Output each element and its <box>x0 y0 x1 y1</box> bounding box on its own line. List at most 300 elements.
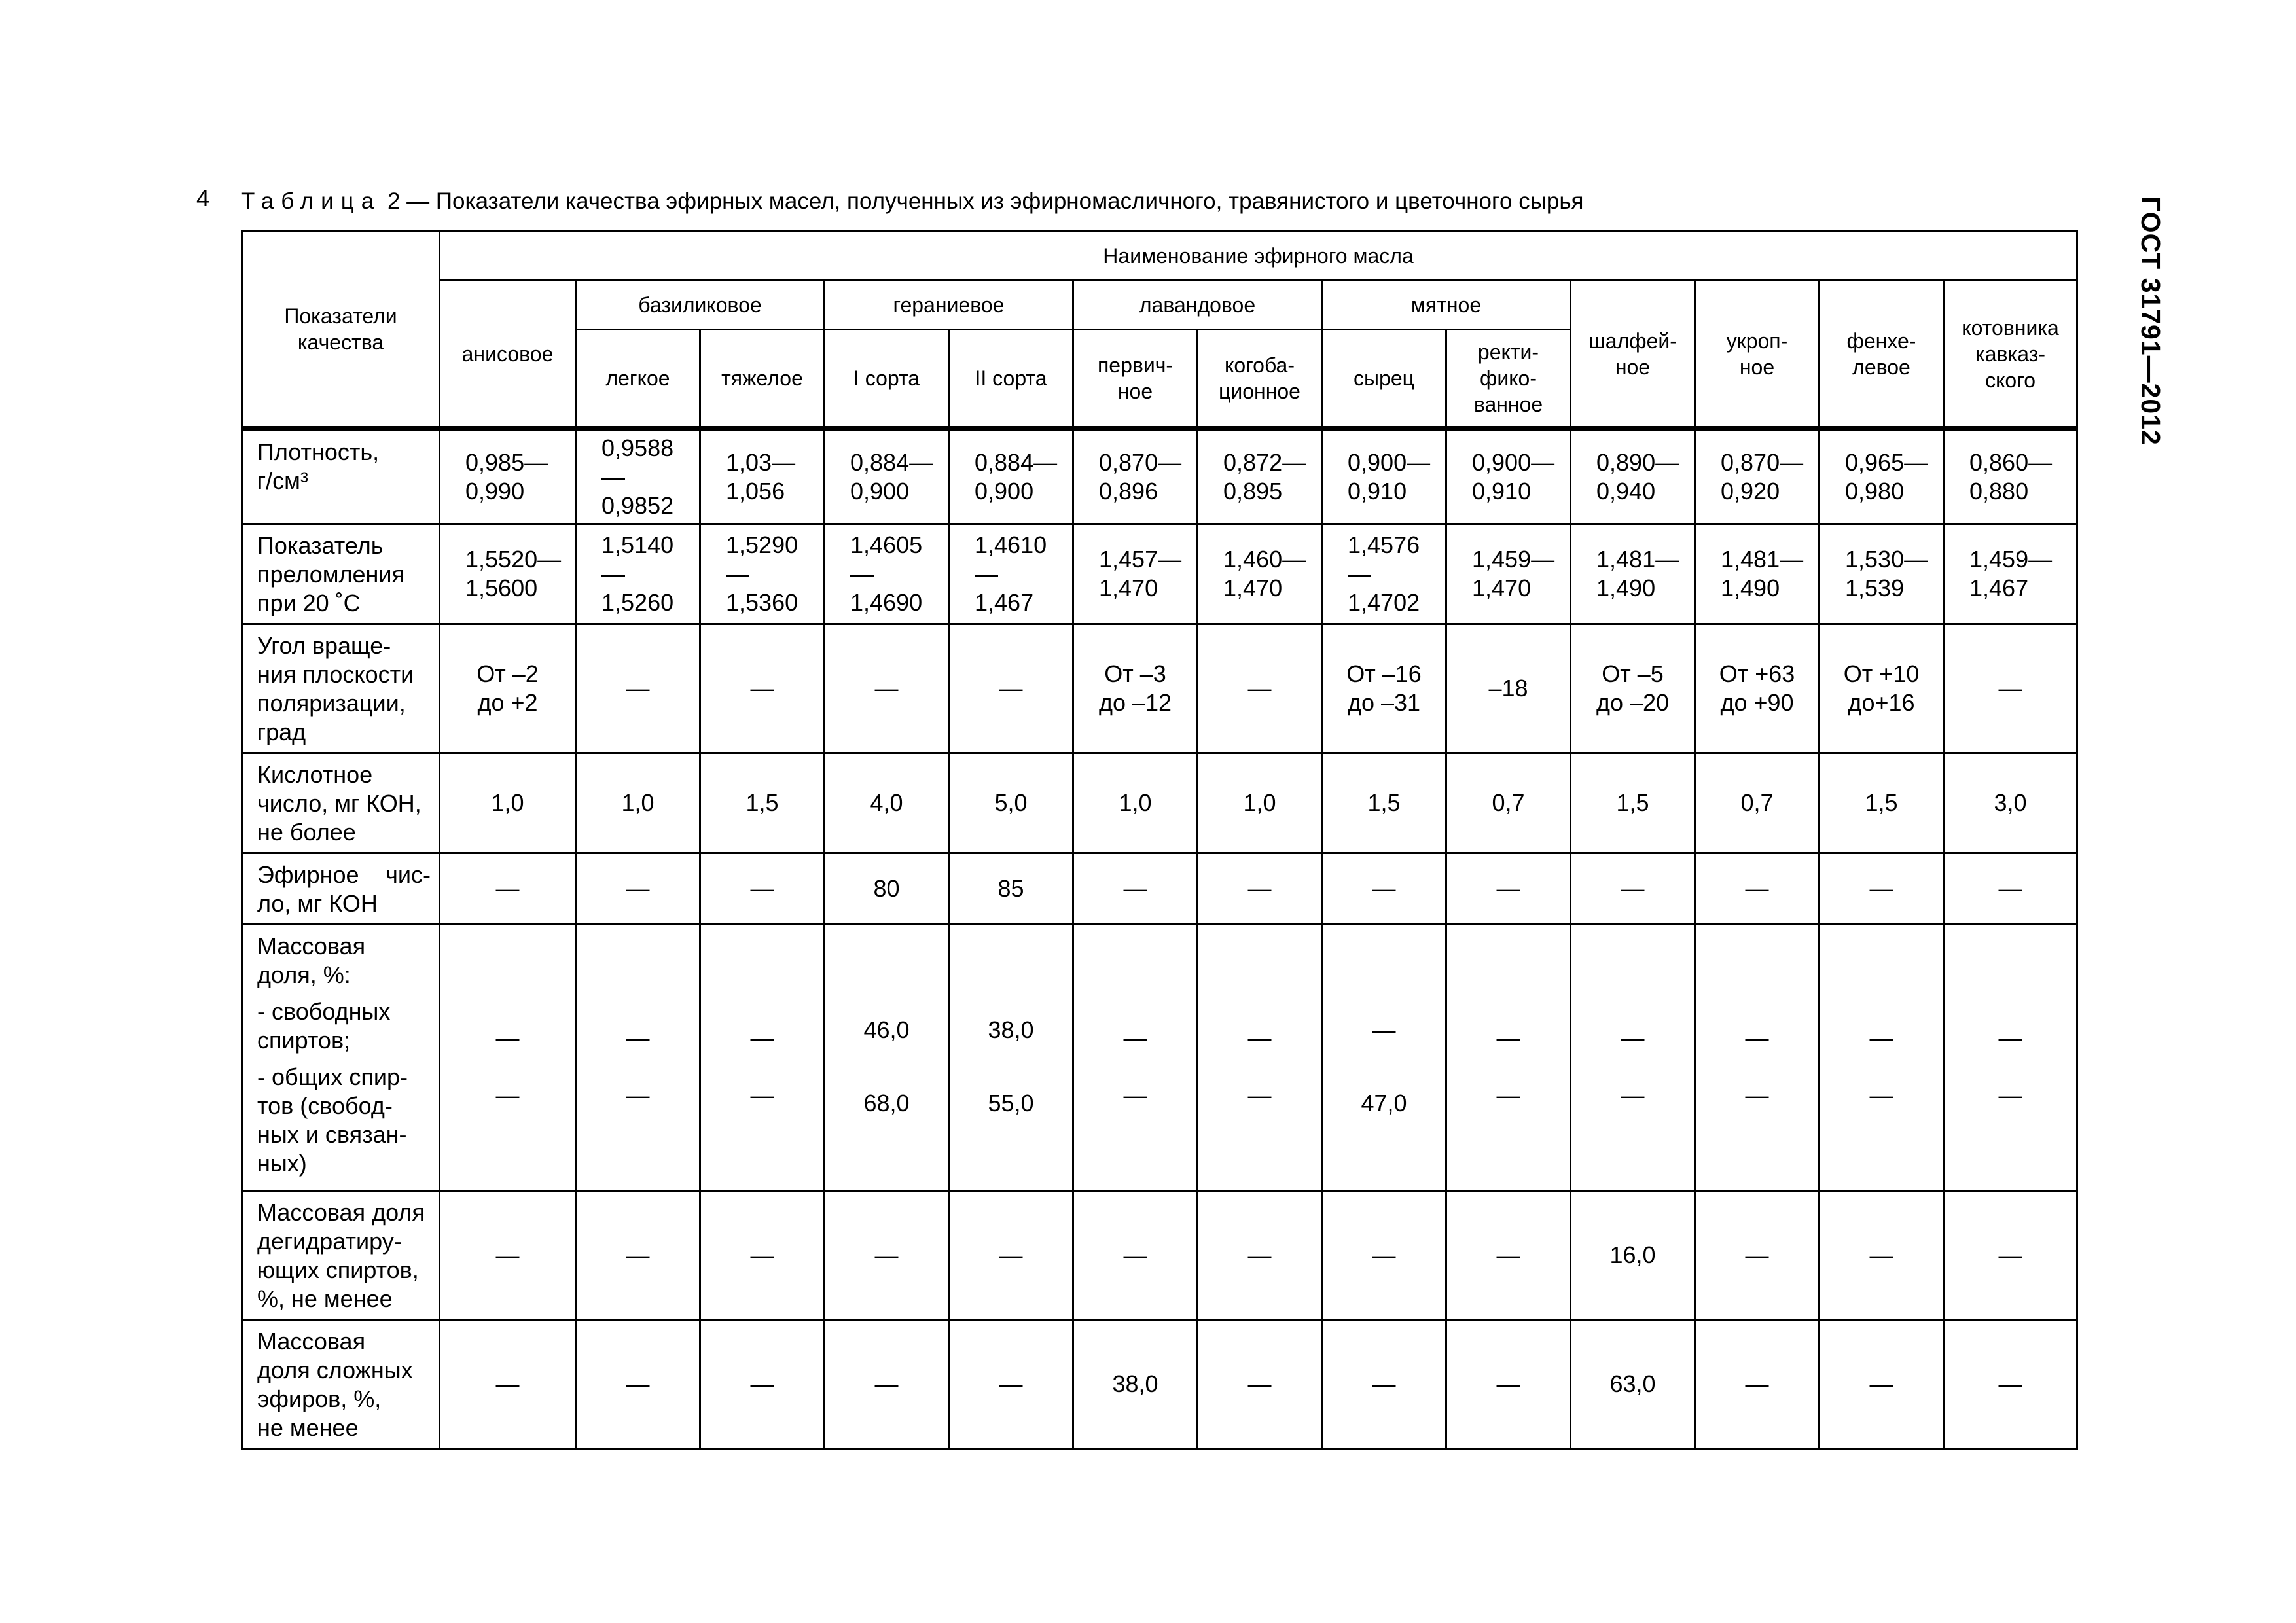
value-cell <box>949 925 1073 1191</box>
value-cell <box>1820 753 1944 853</box>
value-line: — <box>1247 1241 1272 1268</box>
value-line: — <box>1496 875 1520 902</box>
value-cell <box>440 524 576 624</box>
header-basil-heavy: тяжелое <box>700 330 825 429</box>
value-cell <box>700 753 825 853</box>
value-free: — <box>1496 1024 1520 1051</box>
value-line: — <box>999 1241 1023 1268</box>
row-label-line: доля, %: <box>257 961 351 988</box>
value-line: 0,884— <box>975 449 1058 476</box>
value-line: — <box>874 1370 899 1397</box>
value-cell <box>1198 853 1322 925</box>
value-line: 0,910 <box>1348 478 1407 505</box>
value-free: — <box>1247 1024 1272 1051</box>
value-cell <box>825 753 949 853</box>
header-line: ского <box>1985 368 2036 392</box>
value-line: — <box>495 875 520 902</box>
value-cell <box>1198 429 1322 524</box>
value-line: 1,470 <box>1099 575 1158 601</box>
value-line: 0,940 <box>1596 478 1656 505</box>
row-label-line: г/см³ <box>257 467 308 494</box>
table-row <box>242 753 2077 853</box>
value-line: 1,5290— <box>726 531 798 587</box>
value-cell <box>1322 624 1446 753</box>
header-lavand-1 <box>1073 330 1198 429</box>
header-line: ное <box>1117 380 1153 403</box>
value-cell <box>1322 753 1446 853</box>
header-myat-2 <box>1446 330 1571 429</box>
value-cell <box>1820 524 1944 624</box>
value-line: От +10 <box>1843 660 1920 687</box>
value-line: 1,03— <box>726 449 796 476</box>
table-row-mass <box>242 925 2077 1191</box>
value-free: — <box>1372 1016 1396 1043</box>
header-geran-1: I сорта <box>825 330 949 429</box>
value-total: — <box>1123 1082 1147 1109</box>
value-cell <box>1695 925 1820 1191</box>
value-line: 1,459— <box>1969 546 2053 573</box>
value-cell <box>1695 1320 1820 1449</box>
row-label-line: не более <box>257 819 356 846</box>
value-total: — <box>495 1082 520 1109</box>
value-total: — <box>1621 1082 1645 1109</box>
value-cell <box>949 1320 1073 1449</box>
value-line: 1,460— <box>1223 546 1306 573</box>
value-total: — <box>1745 1082 1769 1109</box>
value-line: 1,0 <box>1243 789 1276 816</box>
value-line: — <box>874 675 899 702</box>
value-cell <box>1944 925 2077 1191</box>
row-label <box>242 1320 440 1449</box>
header-line: фико- <box>1479 366 1537 390</box>
header-line: котовника кавказ- <box>1962 315 2059 366</box>
value-total: — <box>1998 1082 2022 1109</box>
value-free: — <box>1123 1024 1147 1051</box>
value-line: 1,5520— <box>465 546 562 573</box>
value-cell <box>1820 1320 1944 1449</box>
header-line: ванное <box>1473 393 1543 416</box>
value-free: — <box>495 1024 520 1051</box>
value-line: — <box>1998 1370 2022 1397</box>
value-cell <box>440 1191 576 1320</box>
value-line: От –16 <box>1346 660 1422 687</box>
value-line: 1,0 <box>491 789 524 816</box>
value-cell <box>1695 429 1820 524</box>
value-line: 1,0 <box>1119 789 1152 816</box>
value-cell <box>1073 429 1198 524</box>
value-line: — <box>1869 875 1893 902</box>
value-cell <box>1571 1191 1695 1320</box>
value-line: 1,481— <box>1721 546 1804 573</box>
value-line: 0,900— <box>1348 449 1431 476</box>
value-line: 0,895 <box>1223 478 1283 505</box>
value-cell <box>1695 524 1820 624</box>
value-line: –18 <box>1488 675 1528 702</box>
value-line: 1,5600 <box>465 575 538 601</box>
mass-spacer <box>831 928 942 993</box>
value-cell <box>825 624 949 753</box>
value-line: 3,0 <box>1994 789 2027 816</box>
value-cell <box>1820 429 1944 524</box>
value-line: — <box>1869 1241 1893 1268</box>
value-line: 1,481— <box>1596 546 1679 573</box>
value-cell <box>1571 1320 1695 1449</box>
value-line: — <box>1998 875 2022 902</box>
value-cell <box>1446 853 1571 925</box>
value-line: 1,539 <box>1845 575 1905 601</box>
row-label-line: Плотность, <box>257 438 380 465</box>
value-cell <box>700 524 825 624</box>
mass-spacer <box>446 936 569 1001</box>
value-free: — <box>1869 1024 1893 1051</box>
value-line: — <box>626 1241 650 1268</box>
value-cell <box>1944 429 2077 524</box>
value-cell <box>1944 1320 2077 1449</box>
value-free: — <box>1745 1024 1769 1051</box>
label-gap <box>257 990 431 997</box>
row-label-line: Массовая <box>257 1328 366 1355</box>
row-label-line: %, не менее <box>257 1285 393 1312</box>
value-cell <box>700 925 825 1191</box>
value-line: 0,910 <box>1472 478 1532 505</box>
value-cell <box>825 853 949 925</box>
value-line: до+16 <box>1848 689 1915 716</box>
row-label-line: Эфирное чис- <box>257 861 431 888</box>
row-label-line: число, мг КОН, <box>257 790 422 817</box>
table-row <box>242 524 2077 624</box>
value-line: до –20 <box>1596 689 1670 716</box>
value-cell <box>1198 753 1322 853</box>
value-line: до +90 <box>1720 689 1794 716</box>
header-line: первич- <box>1097 353 1174 377</box>
value-cell <box>1322 1191 1446 1320</box>
value-cell <box>1073 753 1198 853</box>
value-cell <box>440 429 576 524</box>
value-line: 1,467 <box>1969 575 2029 601</box>
value-cell <box>576 853 700 925</box>
label-gap <box>257 1055 431 1063</box>
mass-spacer <box>1328 928 1440 993</box>
header-indicators <box>242 232 440 429</box>
value-line: — <box>495 1370 520 1397</box>
value-cell <box>440 1320 576 1449</box>
value-free: — <box>750 1024 774 1051</box>
header-lavand-2 <box>1198 330 1322 429</box>
mass-spacer <box>1452 936 1564 1001</box>
row-label-line: Массовая доля <box>257 1199 425 1226</box>
value-line: — <box>626 675 650 702</box>
value-line: до –12 <box>1098 689 1172 716</box>
value-total: — <box>1869 1082 1893 1109</box>
value-line: 38,0 <box>1112 1370 1158 1397</box>
value-line: 1,490 <box>1596 575 1656 601</box>
value-line: — <box>874 1241 899 1268</box>
value-line: — <box>626 875 650 902</box>
value-free: — <box>1621 1024 1645 1051</box>
row-label-line: дегидратиру- <box>257 1228 402 1255</box>
row-label <box>242 925 440 1191</box>
value-line: 0,860— <box>1969 449 2053 476</box>
value-line: 5,0 <box>994 789 1028 816</box>
value-cell <box>949 1191 1073 1320</box>
row-label-line: ло, мг КОН <box>257 890 378 917</box>
value-cell <box>576 524 700 624</box>
value-line: 1,056 <box>726 478 785 505</box>
value-line: — <box>1745 1241 1769 1268</box>
value-cell <box>949 753 1073 853</box>
value-cell <box>825 524 949 624</box>
value-line: 85 <box>997 875 1024 902</box>
row-label-line: при 20 ˚С <box>257 590 361 616</box>
value-line: 0,7 <box>1740 789 1774 816</box>
mass-spacer <box>1701 936 1813 1001</box>
page-number: 4 <box>196 185 210 211</box>
row-label-line: спиртов; <box>257 1027 351 1054</box>
value-line: 1,4690 <box>850 589 923 616</box>
header-line: укроп- <box>1726 329 1788 353</box>
value-line: 1,4576— <box>1348 531 1420 587</box>
value-cell <box>949 624 1073 753</box>
table-row <box>242 1320 2077 1449</box>
value-line: — <box>1745 1370 1769 1397</box>
value-cell <box>576 753 700 853</box>
table-row <box>242 853 2077 925</box>
value-cell <box>1446 753 1571 853</box>
value-line: 0,9852 <box>601 492 674 519</box>
row-label-line: эфиров, %, <box>257 1385 382 1412</box>
value-total: 55,0 <box>988 1090 1034 1116</box>
value-line: — <box>1247 875 1272 902</box>
header-myat-1: сырец <box>1322 330 1446 429</box>
value-cell <box>700 1191 825 1320</box>
value-cell <box>700 1320 825 1449</box>
value-line: — <box>495 1241 520 1268</box>
value-line: — <box>999 1370 1023 1397</box>
value-line: — <box>1372 1241 1396 1268</box>
value-cell <box>1198 524 1322 624</box>
value-cell <box>1073 853 1198 925</box>
row-label-line: тов (свобод- <box>257 1092 393 1119</box>
row-label <box>242 1191 440 1320</box>
value-line: 1,470 <box>1472 575 1532 601</box>
value-cell <box>1446 524 1571 624</box>
value-line: — <box>1123 875 1147 902</box>
value-line: 1,5140— <box>601 531 674 587</box>
value-cell <box>1944 624 2077 753</box>
header-line: левое <box>1852 355 1910 379</box>
value-cell <box>1322 524 1446 624</box>
value-line: От –5 <box>1602 660 1664 687</box>
header-geran: гераниевое <box>825 281 1073 330</box>
value-line: 1,530— <box>1845 546 1928 573</box>
value-cell <box>1073 1191 1198 1320</box>
value-line: 1,5360 <box>726 589 798 616</box>
value-line: 0,870— <box>1721 449 1804 476</box>
header-ukrop <box>1695 281 1820 429</box>
value-cell <box>825 1191 949 1320</box>
value-cell <box>1820 925 1944 1191</box>
value-cell <box>1695 624 1820 753</box>
value-cell <box>1820 1191 1944 1320</box>
value-line: 1,4610— <box>975 531 1047 587</box>
header-line: Показатели <box>284 304 397 328</box>
value-free: 38,0 <box>988 1016 1034 1043</box>
value-line: 1,4702 <box>1348 589 1420 616</box>
value-line: 0,896 <box>1099 478 1158 505</box>
value-cell <box>1322 853 1446 925</box>
value-line: — <box>1247 675 1272 702</box>
value-total: — <box>1496 1082 1520 1109</box>
value-line: 0,890— <box>1596 449 1679 476</box>
value-cell <box>1198 925 1322 1191</box>
value-total: 47,0 <box>1361 1090 1407 1116</box>
value-total: — <box>1247 1082 1272 1109</box>
header-line: ное <box>1739 355 1775 379</box>
row-label-line: ных) <box>257 1150 307 1177</box>
value-line: — <box>626 1370 650 1397</box>
value-free: — <box>1998 1024 2022 1051</box>
value-cell <box>1322 1320 1446 1449</box>
header-shalf <box>1571 281 1695 429</box>
value-line: 1,459— <box>1472 546 1555 573</box>
value-total: — <box>750 1082 774 1109</box>
value-cell <box>576 1320 700 1449</box>
header-kotov <box>1944 281 2077 429</box>
value-line: 63,0 <box>1609 1370 1656 1397</box>
row-label-line: ных и связан- <box>257 1121 407 1148</box>
value-cell <box>1571 853 1695 925</box>
row-label <box>242 524 440 624</box>
value-line: 1,0 <box>621 789 655 816</box>
value-cell <box>700 853 825 925</box>
value-line: 16,0 <box>1609 1241 1656 1268</box>
value-line: до –31 <box>1347 689 1421 716</box>
value-cell <box>1944 524 2077 624</box>
caption-word: Таблица <box>241 188 382 214</box>
caption-text: 2 — Показатели качества эфирных масел, полученных из эфирномасличного, травянистого и цветочного сырья <box>381 188 1584 214</box>
value-cell <box>576 925 700 1191</box>
value-line: — <box>999 675 1023 702</box>
value-line: 1,5 <box>1616 789 1649 816</box>
value-line: 0,7 <box>1492 789 1525 816</box>
value-cell <box>1446 925 1571 1191</box>
value-line: От –3 <box>1104 660 1166 687</box>
value-total: — <box>626 1082 650 1109</box>
value-cell <box>949 524 1073 624</box>
header-anis: анисовое <box>440 281 576 429</box>
mass-spacer <box>1950 936 2071 1001</box>
value-cell <box>1944 853 2077 925</box>
value-cell <box>576 624 700 753</box>
value-line: — <box>1998 675 2022 702</box>
value-cell <box>440 753 576 853</box>
value-cell <box>1446 1191 1571 1320</box>
value-line: 0,9588— <box>601 435 674 490</box>
standard-designation: ГОСТ 31791—2012 <box>2136 196 2166 446</box>
value-line: 0,870— <box>1099 449 1182 476</box>
value-line: — <box>1247 1370 1272 1397</box>
header-oil-name: Наименование эфирного масла <box>440 232 2077 281</box>
header-lavand: лавандовое <box>1073 281 1322 330</box>
value-line: 1,470 <box>1223 575 1283 601</box>
value-cell <box>440 925 576 1191</box>
header-line: ректи- <box>1477 340 1539 364</box>
value-cell <box>1571 429 1695 524</box>
row-label <box>242 753 440 853</box>
value-line: 0,990 <box>465 478 525 505</box>
value-line: 0,920 <box>1721 478 1780 505</box>
value-line: 1,490 <box>1721 575 1780 601</box>
mass-spacer <box>955 928 1067 993</box>
value-line: 0,980 <box>1845 478 1905 505</box>
value-total: 68,0 <box>863 1090 910 1116</box>
row-label-line: Показатель <box>257 532 384 559</box>
value-cell <box>1571 624 1695 753</box>
value-line: — <box>1745 875 1769 902</box>
value-cell <box>1571 925 1695 1191</box>
value-cell <box>1446 624 1571 753</box>
header-line: ционное <box>1219 380 1300 403</box>
value-line: — <box>750 675 774 702</box>
row-label-line: доля сложных <box>257 1357 413 1383</box>
value-cell <box>700 429 825 524</box>
value-line: — <box>750 1241 774 1268</box>
value-line: 0,884— <box>850 449 933 476</box>
value-line: 1,5 <box>1865 789 1898 816</box>
value-cell <box>949 429 1073 524</box>
value-line: — <box>1621 875 1645 902</box>
value-line: — <box>1372 1370 1396 1397</box>
value-line: 0,965— <box>1845 449 1928 476</box>
value-line: — <box>1869 1370 1893 1397</box>
value-cell <box>576 429 700 524</box>
value-cell <box>1944 1191 2077 1320</box>
value-line: — <box>1496 1370 1520 1397</box>
value-cell <box>949 853 1073 925</box>
row-label-line: преломления <box>257 561 405 588</box>
value-line: 1,457— <box>1099 546 1182 573</box>
header-line: когоба- <box>1225 353 1295 377</box>
value-cell <box>1322 429 1446 524</box>
header-fenh <box>1820 281 1944 429</box>
value-cell <box>440 624 576 753</box>
value-line: От –2 <box>476 660 539 687</box>
table-caption <box>241 187 2073 216</box>
value-cell <box>1695 853 1820 925</box>
value-cell <box>576 1191 700 1320</box>
value-cell <box>1073 524 1198 624</box>
row-label-line: Кислотное <box>257 761 373 788</box>
value-cell <box>1073 624 1198 753</box>
value-line: 0,900 <box>975 478 1034 505</box>
value-line: 0,900 <box>850 478 910 505</box>
value-cell <box>1446 1320 1571 1449</box>
header-basil: базиликовое <box>576 281 825 330</box>
row-label-line: ющих спиртов, <box>257 1257 419 1283</box>
row-label-line: - общих спир- <box>257 1063 408 1090</box>
row-label-line: поляризации, <box>257 690 406 717</box>
value-line: — <box>750 875 774 902</box>
value-cell <box>825 1320 949 1449</box>
value-cell <box>1073 1320 1198 1449</box>
header-basil-light: легкое <box>576 330 700 429</box>
value-cell <box>1198 1191 1322 1320</box>
value-line: 0,900— <box>1472 449 1555 476</box>
row-label-line: ния плоскости <box>257 661 414 688</box>
header-myat: мятное <box>1322 281 1571 330</box>
mass-spacer <box>1825 936 1937 1001</box>
value-cell <box>700 624 825 753</box>
